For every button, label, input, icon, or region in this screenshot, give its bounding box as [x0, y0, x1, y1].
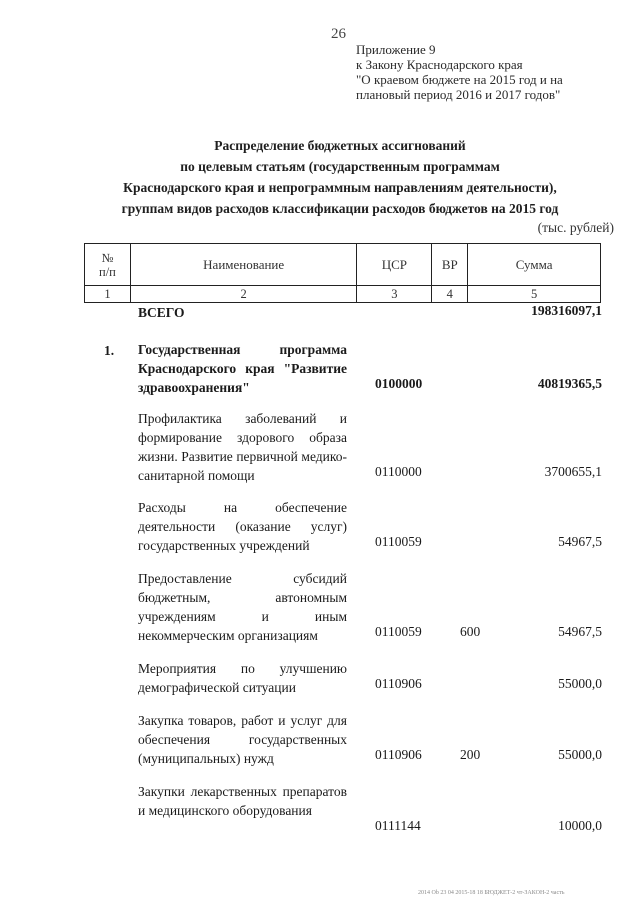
- row-name: Профилактика заболеваний и формирование здорового образа жизни. Развитие первичной медико-санитарной помощи: [138, 411, 347, 483]
- row-sum: 55000,0: [558, 676, 602, 691]
- title-line: по целевым статьям (государственным программам: [180, 159, 500, 174]
- annex-line: к Закону Краснодарского края: [356, 57, 523, 72]
- row-csr: 0110906: [375, 676, 422, 691]
- row-name: Мероприятия по улучшению демографической ситуации: [138, 661, 347, 695]
- row-csr: 0100000: [375, 376, 423, 391]
- title-line: Краснодарского края и непрограммным направлениям деятельности),: [123, 180, 557, 195]
- header-csr: ЦСР: [357, 244, 432, 286]
- header-num: № п/п: [85, 244, 131, 286]
- row-csr: 0111144: [375, 818, 421, 833]
- row-name: Предоставление субсидий бюджетным, автономным учреждениям и иным некоммерческим организациям: [138, 571, 347, 643]
- column-number: 3: [357, 286, 432, 303]
- row-sum: 55000,0: [558, 747, 602, 762]
- row-sum: 54967,5: [558, 534, 602, 549]
- document-title: [60, 135, 620, 219]
- row-name: Государственная программа Краснодарского края "Развитие здравоохранения": [138, 342, 347, 395]
- row-vr: 200: [460, 747, 481, 762]
- title-line: группам видов расходов классификации расходов бюджетов на 2015 год: [121, 201, 559, 216]
- column-number: 2: [130, 286, 357, 303]
- row-csr: 0110906: [375, 747, 422, 762]
- units-label: (тыс. рублей): [537, 220, 614, 235]
- row-csr: 0110059: [375, 534, 422, 549]
- row-csr: 0110059: [375, 624, 422, 639]
- annex-line: "О краевом бюджете на 2015 год и на: [356, 72, 563, 87]
- column-number: 1: [85, 286, 131, 303]
- row-number: 1.: [104, 343, 115, 358]
- row-csr: 0110000: [375, 464, 422, 479]
- row-sum: 40819365,5: [537, 376, 602, 391]
- annex-line: Приложение 9: [356, 42, 436, 57]
- table-header: [84, 243, 601, 303]
- row-name: ВСЕГО: [138, 305, 185, 320]
- row-name: Закупки лекарственных препаратов и медицинского оборудования: [138, 784, 347, 818]
- column-number: 4: [432, 286, 468, 303]
- page-number: 26: [331, 26, 346, 42]
- row-name: Закупка товаров, работ и услуг для обеспечения государственных (муниципальных) нужд: [138, 713, 347, 766]
- header-vr: ВР: [432, 244, 468, 286]
- row-name: Расходы на обеспечение деятельности (оказание услуг) государственных учреждений: [138, 500, 347, 553]
- row-sum: 54967,5: [558, 624, 602, 639]
- annex-line: плановый период 2016 и 2017 годов": [356, 87, 561, 102]
- column-number: 5: [468, 286, 601, 303]
- annex-note: [356, 42, 563, 102]
- header-sum: Сумма: [468, 244, 601, 286]
- row-sum: 198316097,1: [531, 303, 602, 318]
- header-name: Наименование: [130, 244, 357, 286]
- row-sum: 3700655,1: [544, 464, 602, 479]
- row-sum: 10000,0: [558, 818, 602, 833]
- row-vr: 600: [460, 624, 481, 639]
- footer-filename: 2014 Ob 23 04 2015-18 18 БЮДЖЕТ-2 чт-ЗАКОН-2 часть: [418, 890, 565, 896]
- title-line: Распределение бюджетных ассигнований: [214, 138, 466, 153]
